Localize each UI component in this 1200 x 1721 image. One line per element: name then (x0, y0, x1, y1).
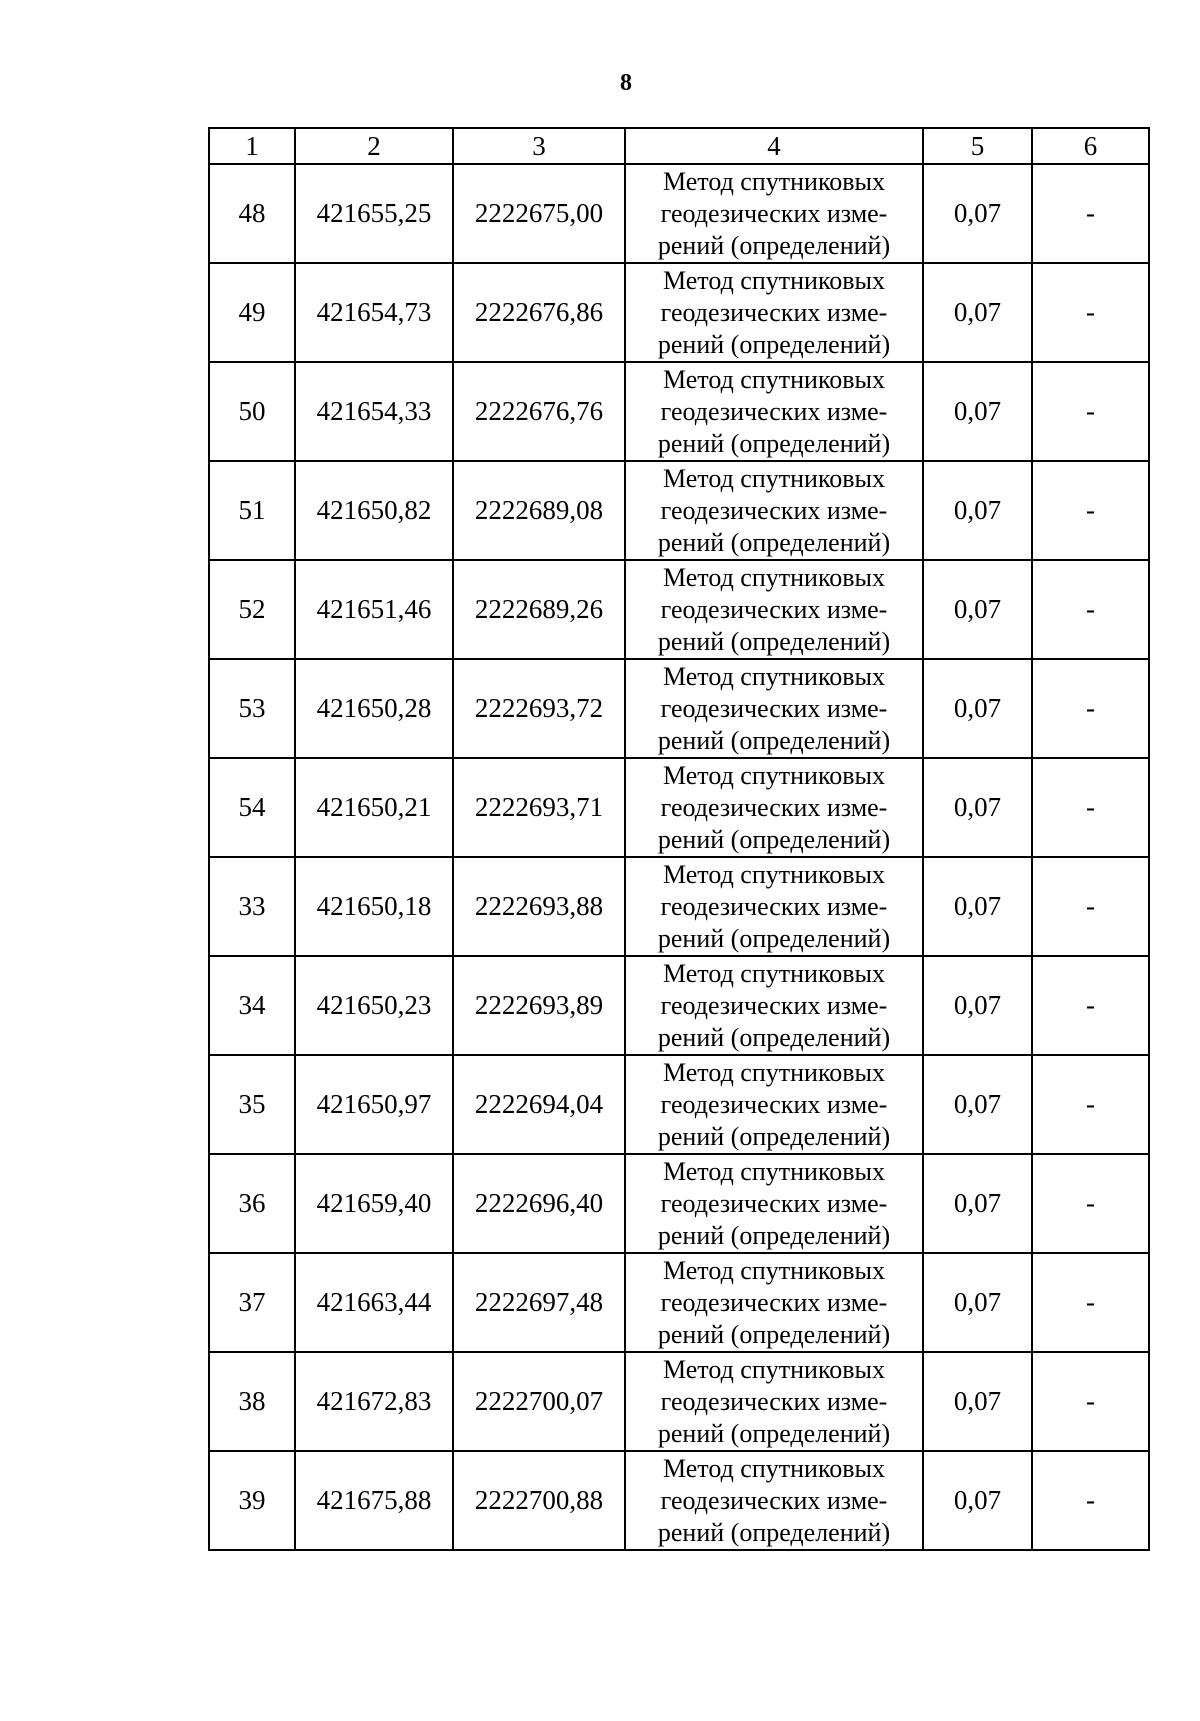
accuracy-cell: 0,07 (923, 1352, 1032, 1451)
point-number-cell: 48 (209, 164, 295, 263)
x-coordinate-cell: 421654,73 (295, 263, 453, 362)
y-coordinate-cell: 2222689,08 (453, 461, 625, 560)
method-cell: Метод спутниковых геодезических изме-рений (определений) (625, 1154, 923, 1253)
method-cell: Метод спутниковых геодезических изме-рений (определений) (625, 362, 923, 461)
accuracy-cell: 0,07 (923, 1055, 1032, 1154)
y-coordinate-cell: 2222676,76 (453, 362, 625, 461)
method-cell: Метод спутниковых геодезических изме-рений (определений) (625, 857, 923, 956)
accuracy-cell: 0,07 (923, 1253, 1032, 1352)
note-cell: - (1032, 1253, 1149, 1352)
column-header: 5 (923, 128, 1032, 164)
x-coordinate-cell: 421655,25 (295, 164, 453, 263)
table-row (209, 164, 1149, 263)
y-coordinate-cell: 2222693,71 (453, 758, 625, 857)
accuracy-cell: 0,07 (923, 461, 1032, 560)
point-number-cell: 34 (209, 956, 295, 1055)
method-cell: Метод спутниковых геодезических изме-рений (определений) (625, 1253, 923, 1352)
table-header (209, 128, 1149, 164)
column-header: 1 (209, 128, 295, 164)
x-coordinate-cell: 421654,33 (295, 362, 453, 461)
table-row (209, 1451, 1149, 1550)
x-coordinate-cell: 421659,40 (295, 1154, 453, 1253)
note-cell: - (1032, 461, 1149, 560)
x-coordinate-cell: 421650,18 (295, 857, 453, 956)
y-coordinate-cell: 2222689,26 (453, 560, 625, 659)
x-coordinate-cell: 421650,97 (295, 1055, 453, 1154)
coordinates-table (208, 127, 1150, 1551)
y-coordinate-cell: 2222694,04 (453, 1055, 625, 1154)
note-cell: - (1032, 857, 1149, 956)
method-cell: Метод спутниковых геодезических изме-рений (определений) (625, 560, 923, 659)
point-number-cell: 52 (209, 560, 295, 659)
x-coordinate-cell: 421675,88 (295, 1451, 453, 1550)
method-cell: Метод спутниковых геодезических изме-рений (определений) (625, 1055, 923, 1154)
note-cell: - (1032, 1154, 1149, 1253)
table-row (209, 1154, 1149, 1253)
y-coordinate-cell: 2222700,07 (453, 1352, 625, 1451)
table-row (209, 758, 1149, 857)
accuracy-cell: 0,07 (923, 263, 1032, 362)
column-header: 2 (295, 128, 453, 164)
x-coordinate-cell: 421672,83 (295, 1352, 453, 1451)
column-header: 6 (1032, 128, 1149, 164)
x-coordinate-cell: 421650,23 (295, 956, 453, 1055)
x-coordinate-cell: 421663,44 (295, 1253, 453, 1352)
y-coordinate-cell: 2222675,00 (453, 164, 625, 263)
method-cell: Метод спутниковых геодезических изме-рений (определений) (625, 956, 923, 1055)
point-number-cell: 36 (209, 1154, 295, 1253)
point-number-cell: 33 (209, 857, 295, 956)
y-coordinate-cell: 2222693,72 (453, 659, 625, 758)
method-cell: Метод спутниковых геодезических изме-рений (определений) (625, 263, 923, 362)
y-coordinate-cell: 2222697,48 (453, 1253, 625, 1352)
point-number-cell: 39 (209, 1451, 295, 1550)
note-cell: - (1032, 560, 1149, 659)
table-row (209, 1352, 1149, 1451)
y-coordinate-cell: 2222696,40 (453, 1154, 625, 1253)
table-row (209, 1253, 1149, 1352)
point-number-cell: 54 (209, 758, 295, 857)
table-body (209, 164, 1149, 1550)
point-number-cell: 37 (209, 1253, 295, 1352)
method-cell: Метод спутниковых геодезических изме-рений (определений) (625, 1352, 923, 1451)
point-number-cell: 51 (209, 461, 295, 560)
note-cell: - (1032, 1352, 1149, 1451)
note-cell: - (1032, 263, 1149, 362)
table-row (209, 560, 1149, 659)
x-coordinate-cell: 421650,28 (295, 659, 453, 758)
method-cell: Метод спутниковых геодезических изме-рений (определений) (625, 1451, 923, 1550)
y-coordinate-cell: 2222676,86 (453, 263, 625, 362)
table-row (209, 1055, 1149, 1154)
note-cell: - (1032, 1451, 1149, 1550)
page-number: 8 (620, 70, 632, 96)
y-coordinate-cell: 2222700,88 (453, 1451, 625, 1550)
table-row (209, 362, 1149, 461)
table-row (209, 956, 1149, 1055)
table-row (209, 857, 1149, 956)
x-coordinate-cell: 421650,82 (295, 461, 453, 560)
table-row (209, 659, 1149, 758)
accuracy-cell: 0,07 (923, 1154, 1032, 1253)
point-number-cell: 50 (209, 362, 295, 461)
point-number-cell: 38 (209, 1352, 295, 1451)
header-row (209, 128, 1149, 164)
y-coordinate-cell: 2222693,88 (453, 857, 625, 956)
table-row (209, 461, 1149, 560)
note-cell: - (1032, 956, 1149, 1055)
accuracy-cell: 0,07 (923, 758, 1032, 857)
note-cell: - (1032, 758, 1149, 857)
accuracy-cell: 0,07 (923, 164, 1032, 263)
method-cell: Метод спутниковых геодезических изме-рений (определений) (625, 659, 923, 758)
accuracy-cell: 0,07 (923, 1451, 1032, 1550)
method-cell: Метод спутниковых геодезических изме-рений (определений) (625, 461, 923, 560)
column-header: 3 (453, 128, 625, 164)
point-number-cell: 49 (209, 263, 295, 362)
note-cell: - (1032, 362, 1149, 461)
method-cell: Метод спутниковых геодезических изме-рений (определений) (625, 758, 923, 857)
point-number-cell: 53 (209, 659, 295, 758)
accuracy-cell: 0,07 (923, 659, 1032, 758)
point-number-cell: 35 (209, 1055, 295, 1154)
y-coordinate-cell: 2222693,89 (453, 956, 625, 1055)
accuracy-cell: 0,07 (923, 857, 1032, 956)
accuracy-cell: 0,07 (923, 956, 1032, 1055)
method-cell: Метод спутниковых геодезических изме-рений (определений) (625, 164, 923, 263)
x-coordinate-cell: 421651,46 (295, 560, 453, 659)
table-row (209, 263, 1149, 362)
accuracy-cell: 0,07 (923, 560, 1032, 659)
note-cell: - (1032, 659, 1149, 758)
note-cell: - (1032, 164, 1149, 263)
x-coordinate-cell: 421650,21 (295, 758, 453, 857)
column-header: 4 (625, 128, 923, 164)
accuracy-cell: 0,07 (923, 362, 1032, 461)
note-cell: - (1032, 1055, 1149, 1154)
